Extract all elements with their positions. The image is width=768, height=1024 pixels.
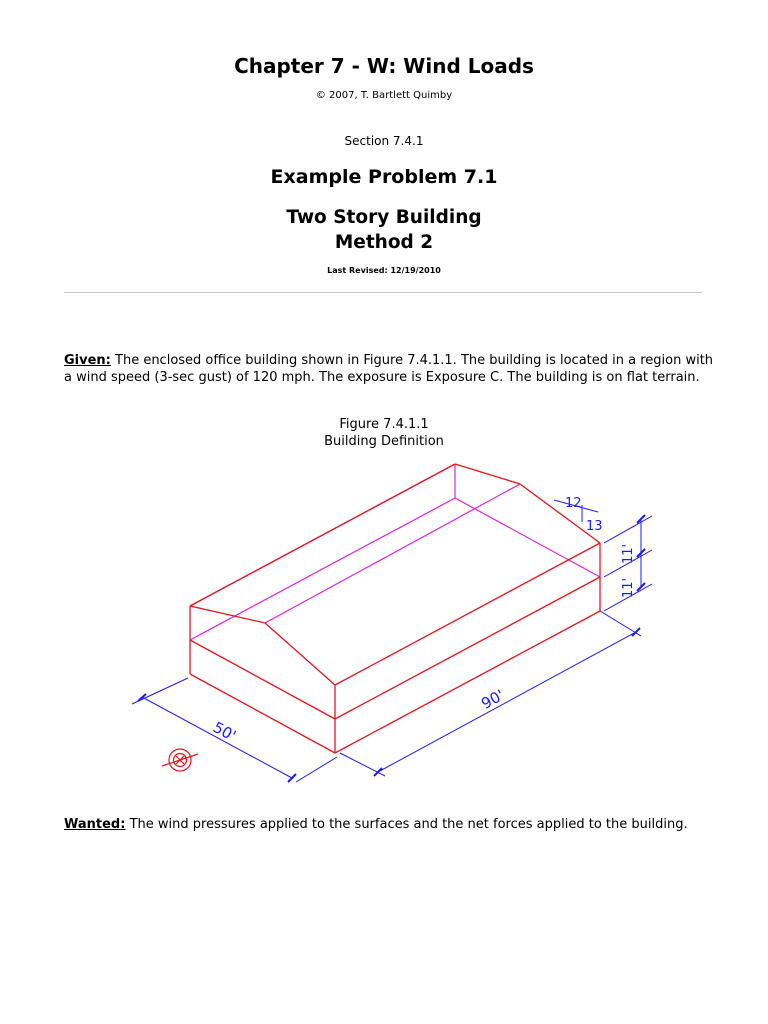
wanted-paragraph xyxy=(64,816,724,833)
problem-title xyxy=(0,205,768,255)
building-figure xyxy=(0,450,768,790)
figure-caption xyxy=(0,416,768,450)
slope-run-label: 12 xyxy=(565,496,582,511)
wanted-label: Wanted: xyxy=(64,817,126,832)
example-title: Example Problem 7.1 xyxy=(270,166,498,188)
problem-title-line1: Two Story Building xyxy=(286,207,482,228)
copyright-notice: © 2007, T. Bartlett Quimby xyxy=(315,90,453,101)
chapter-title: Chapter 7 - W: Wind Loads xyxy=(234,54,534,78)
hidden-edges xyxy=(190,464,600,640)
length-dimension-label: 90' xyxy=(478,685,508,713)
lower-story-height-label: 11' xyxy=(621,577,636,598)
dimension-lines xyxy=(132,500,652,782)
figure-title: Building Definition xyxy=(324,434,444,449)
section-number: Section 7.4.1 xyxy=(344,134,424,148)
figure-number: Figure 7.4.1.1 xyxy=(339,417,429,432)
building-outline xyxy=(190,464,600,753)
slope-rise-label: 13 xyxy=(586,519,603,534)
given-label: Given: xyxy=(64,353,111,368)
north-arrow-icon xyxy=(162,749,198,771)
upper-story-height-label: 11' xyxy=(621,543,636,564)
width-dimension-label: 50' xyxy=(210,718,239,745)
given-paragraph xyxy=(64,352,724,386)
last-revised: Last Revised: 12/19/2010 xyxy=(327,266,441,275)
given-text: The enclosed office building shown in Figure 7.4.1.1. The building is located in a region with a wind speed (3-sec gust) of 120 mph. The exposure is Exposure C. The building is on flat terrain. xyxy=(64,353,714,385)
horizontal-divider xyxy=(64,292,702,293)
wanted-text: The wind pressures applied to the surfaces and the net forces applied to the building. xyxy=(125,817,688,832)
problem-title-line2: Method 2 xyxy=(334,232,434,253)
dimension-ticks xyxy=(138,515,645,782)
